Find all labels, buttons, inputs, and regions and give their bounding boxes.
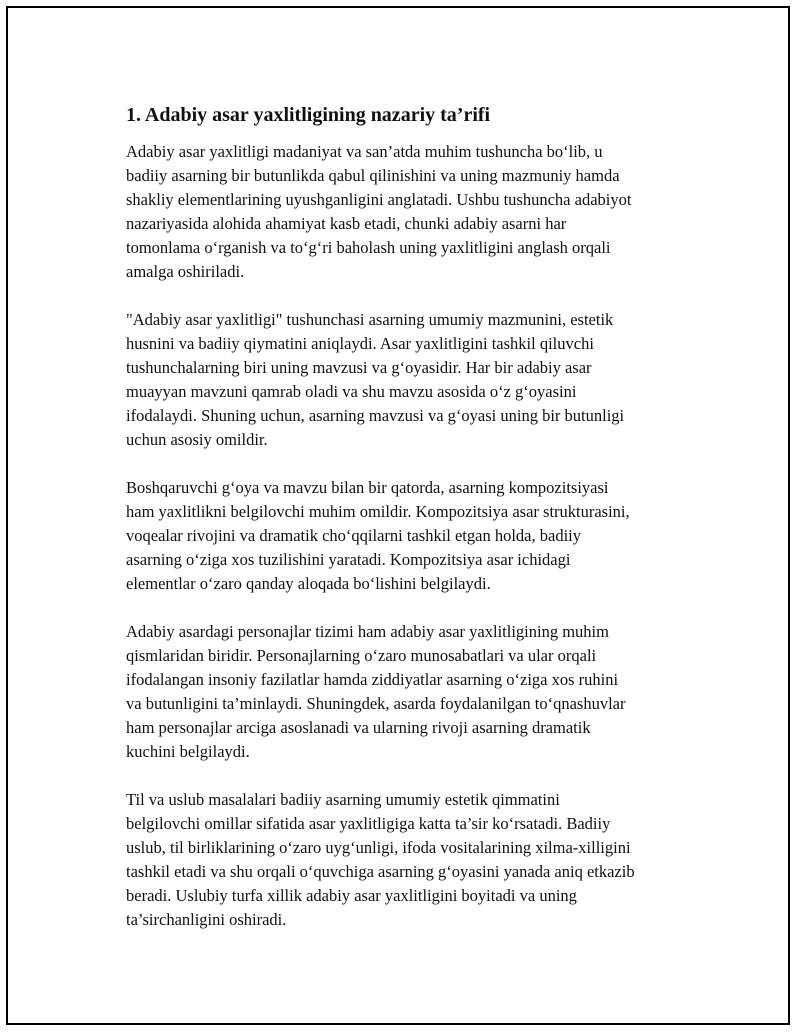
paragraph-line: muayyan mavzuni qamrab oladi va shu mavzu asosida o‘z g‘oyasini <box>126 382 577 401</box>
paragraph-line: tashkil etadi va shu orqali o‘quvchiga asarning g‘oyasini yanada aniq etkazib <box>126 862 635 881</box>
paragraph-line: "Adabiy asar yaxlitligi" tushunchasi asarning umumiy mazmunini, estetik <box>126 310 614 329</box>
paragraph-line: Boshqaruvchi g‘oya va mavzu bilan bir qatorda, asarning kompozitsiyasi <box>126 478 609 497</box>
paragraph-line: va butunligini ta’minlaydi. Shuningdek, asarda foydalanilgan to‘qnashuvlar <box>126 694 626 713</box>
paragraph-1 <box>126 140 706 284</box>
paragraph-line: ham yaxlitlikni belgilovchi muhim omildir. Kompozitsiya asar strukturasini, <box>126 502 630 521</box>
paragraph-2 <box>126 308 706 452</box>
section-heading: 1. Adabiy asar yaxlitligining nazariy ta’rifi <box>126 104 491 126</box>
paragraph-line: kuchini belgilaydi. <box>126 742 250 761</box>
paragraph-line: husnini va badiiy qiymatini aniqlaydi. Asar yaxlitligini tashkil qiluvchi <box>126 334 594 353</box>
paragraph-line: tushunchalarning biri uning mavzusi va g‘oyasidir. Har bir adabiy asar <box>126 358 592 377</box>
paragraph-line: amalga oshiriladi. <box>126 262 245 281</box>
paragraph-line: qismlaridan biridir. Personajlarning o‘zaro munosabatlari va ular orqali <box>126 646 597 665</box>
paragraph-line: badiiy asarning bir butunlikda qabul qilinishini va uning mazmuniy hamda <box>126 166 620 185</box>
paragraph-line: shakliy elementlarining uyushganligini anglatadi. Ushbu tushuncha adabiyot <box>126 190 632 209</box>
document-body <box>126 102 706 956</box>
page-frame <box>6 6 790 1025</box>
paragraph-3 <box>126 476 706 596</box>
paragraph-line: elementlar o‘zaro qanday aloqada bo‘lishini belgilaydi. <box>126 574 491 593</box>
paragraph-4 <box>126 620 706 764</box>
paragraph-line: voqealar rivojini va dramatik cho‘qqilarni tashkil etgan holda, badiiy <box>126 526 581 545</box>
paragraph-line: ham personajlar arciga asoslanadi va ularning rivoji asarning dramatik <box>126 718 591 737</box>
paragraph-line: Adabiy asar yaxlitligi madaniyat va san’atda muhim tushuncha bo‘lib, u <box>126 142 603 161</box>
paragraph-line: tomonlama o‘rganish va to‘g‘ri baholash uning yaxlitligini anglash orqali <box>126 238 611 257</box>
paragraph-line: uchun asosiy omildir. <box>126 430 268 449</box>
paragraph-line: ifodalaydi. Shuning uchun, asarning mavzusi va g‘oyasi uning bir butunligi <box>126 406 625 425</box>
paragraph-line: belgilovchi omillar sifatida asar yaxlitligiga katta ta’sir ko‘rsatadi. Badiiy <box>126 814 611 833</box>
paragraph-line: asarning o‘ziga xos tuzilishini yaratadi. Kompozitsiya asar ichidagi <box>126 550 571 569</box>
paragraph-line: nazariyasida alohida ahamiyat kasb etadi, chunki adabiy asarni har <box>126 214 567 233</box>
paragraph-line: ifodalangan insoniy fazilatlar hamda ziddiyatlar asarning o‘ziga xos ruhini <box>126 670 619 689</box>
paragraph-line: Adabiy asardagi personajlar tizimi ham adabiy asar yaxlitligining muhim <box>126 622 609 641</box>
paragraph-line: beradi. Uslubiy turfa xillik adabiy asar yaxlitligini boyitadi va uning <box>126 886 577 905</box>
paragraph-line: uslub, til birliklarining o‘zaro uyg‘unligi, ifoda vositalarining xilma-xilligini <box>126 838 631 857</box>
paragraph-5 <box>126 788 706 932</box>
paragraph-line: Til va uslub masalalari badiiy asarning umumiy estetik qimmatini <box>126 790 560 809</box>
paragraph-line: ta’sirchanligini oshiradi. <box>126 910 287 929</box>
